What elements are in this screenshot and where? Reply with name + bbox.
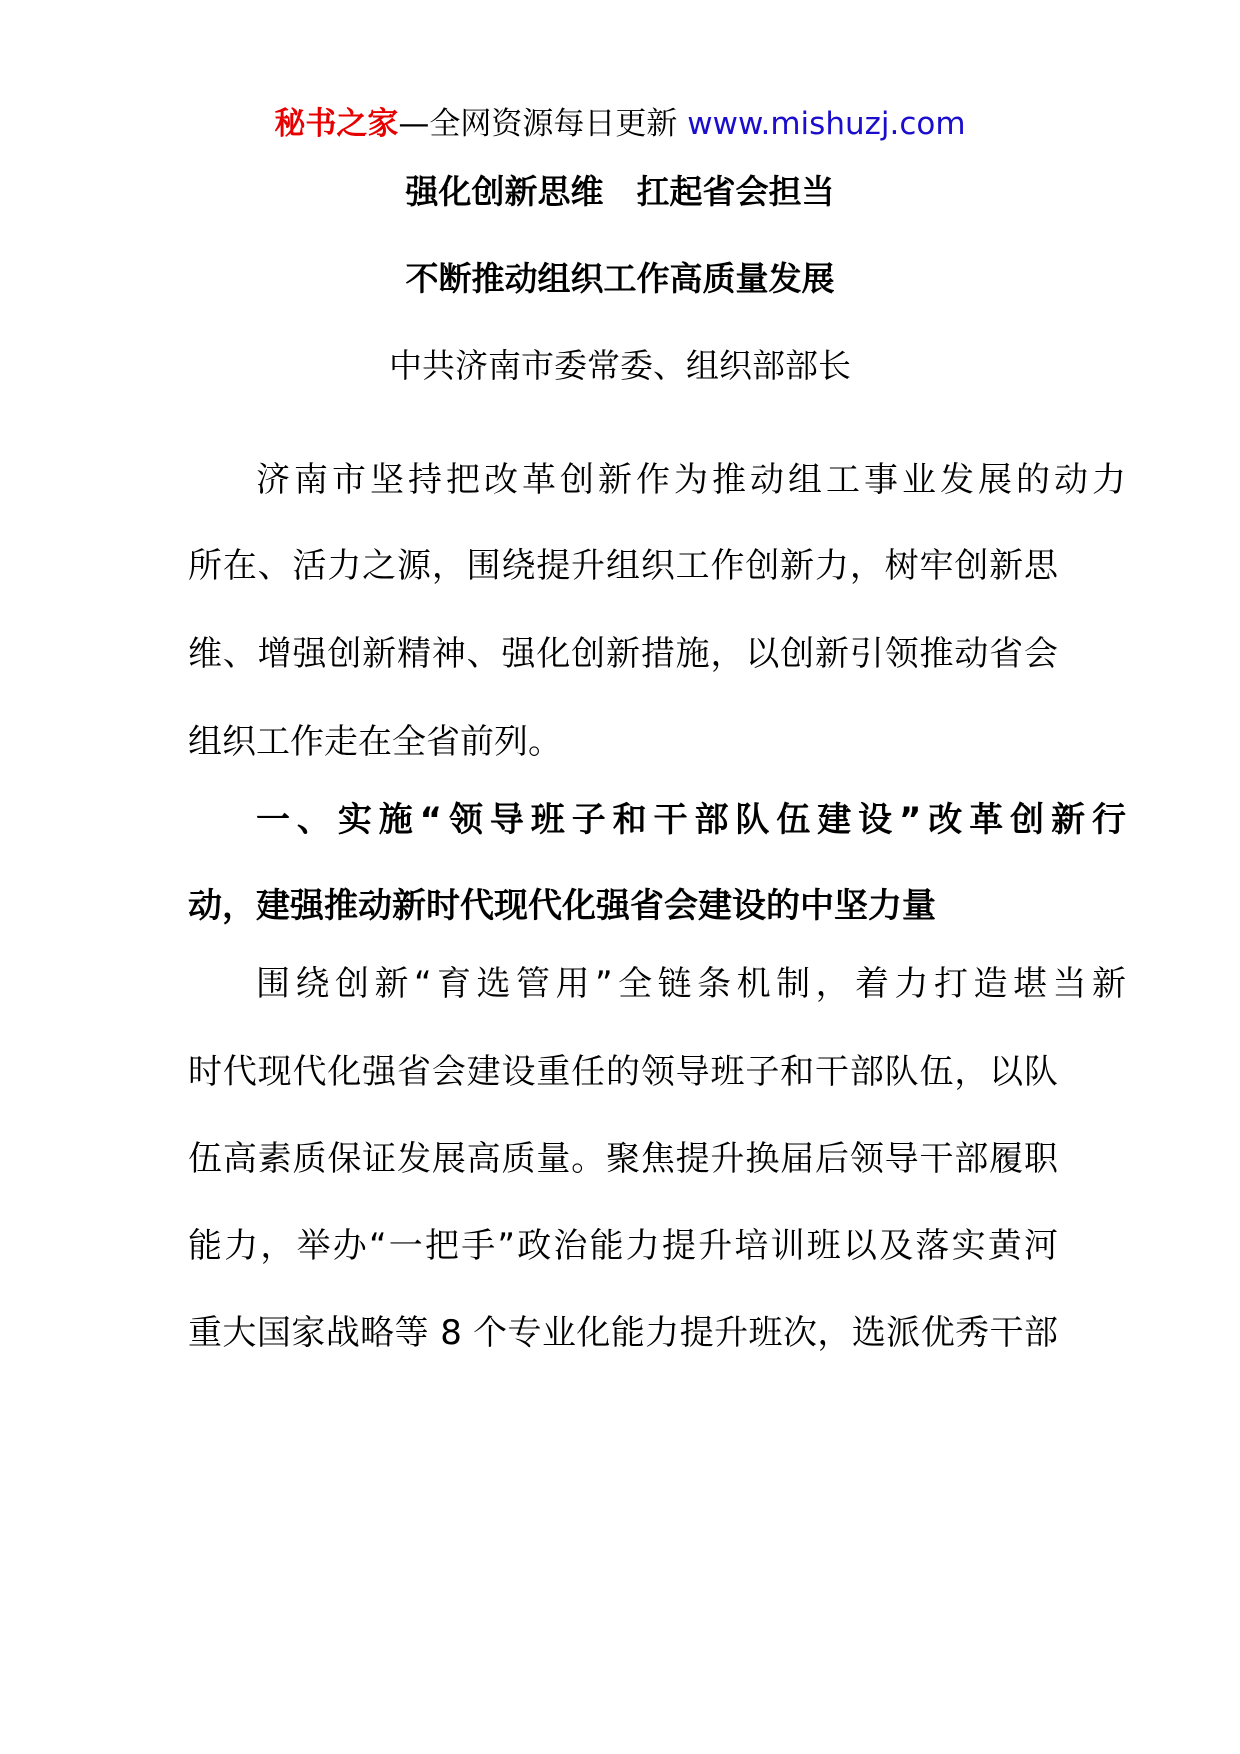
document-title-line-2: 不断推动组织工作高质量发展 xyxy=(405,259,835,298)
site-url-link[interactable]: www.mishuzj.com xyxy=(687,106,966,142)
section-body-line-1: 围绕创新“育选管用”全链条机制，着力打造堪当新 xyxy=(256,964,1126,1004)
section-body-line-5: 重大国家战略等 8 个专业化能力提升班次，选派优秀干部 xyxy=(188,1313,1058,1353)
site-header xyxy=(0,102,1240,146)
intro-line-4: 组织工作走在全省前列。 xyxy=(188,722,562,762)
section-heading-line-2: 动，建强推动新时代现代化强省会建设的中坚力量 xyxy=(188,886,936,926)
header-slogan: —全网资源每日更新 xyxy=(398,106,678,142)
intro-line-3: 维、增强创新精神、强化创新措施，以创新引领推动省会 xyxy=(188,634,1058,674)
author-line: 中共济南市委常委、组织部部长 xyxy=(389,346,851,385)
section-body-line-4: 能力，举办“一把手”政治能力提升培训班以及落实黄河 xyxy=(188,1226,1058,1266)
document-title-line-1: 强化创新思维 扛起省会担当 xyxy=(405,172,835,211)
brand-name: 秘书之家 xyxy=(274,106,399,142)
section-body-line-2: 时代现代化强省会建设重任的领导班子和干部队伍，以队 xyxy=(188,1052,1058,1092)
section-heading-line-1: 一、实施“领导班子和干部队伍建设”改革创新行 xyxy=(256,800,1126,840)
intro-line-1: 济南市坚持把改革创新作为推动组工事业发展的动力 xyxy=(256,460,1126,500)
intro-line-2: 所在、活力之源，围绕提升组织工作创新力，树牢创新思 xyxy=(188,546,1058,586)
section-body-line-3: 伍高素质保证发展高质量。聚焦提升换届后领导干部履职 xyxy=(188,1139,1058,1179)
